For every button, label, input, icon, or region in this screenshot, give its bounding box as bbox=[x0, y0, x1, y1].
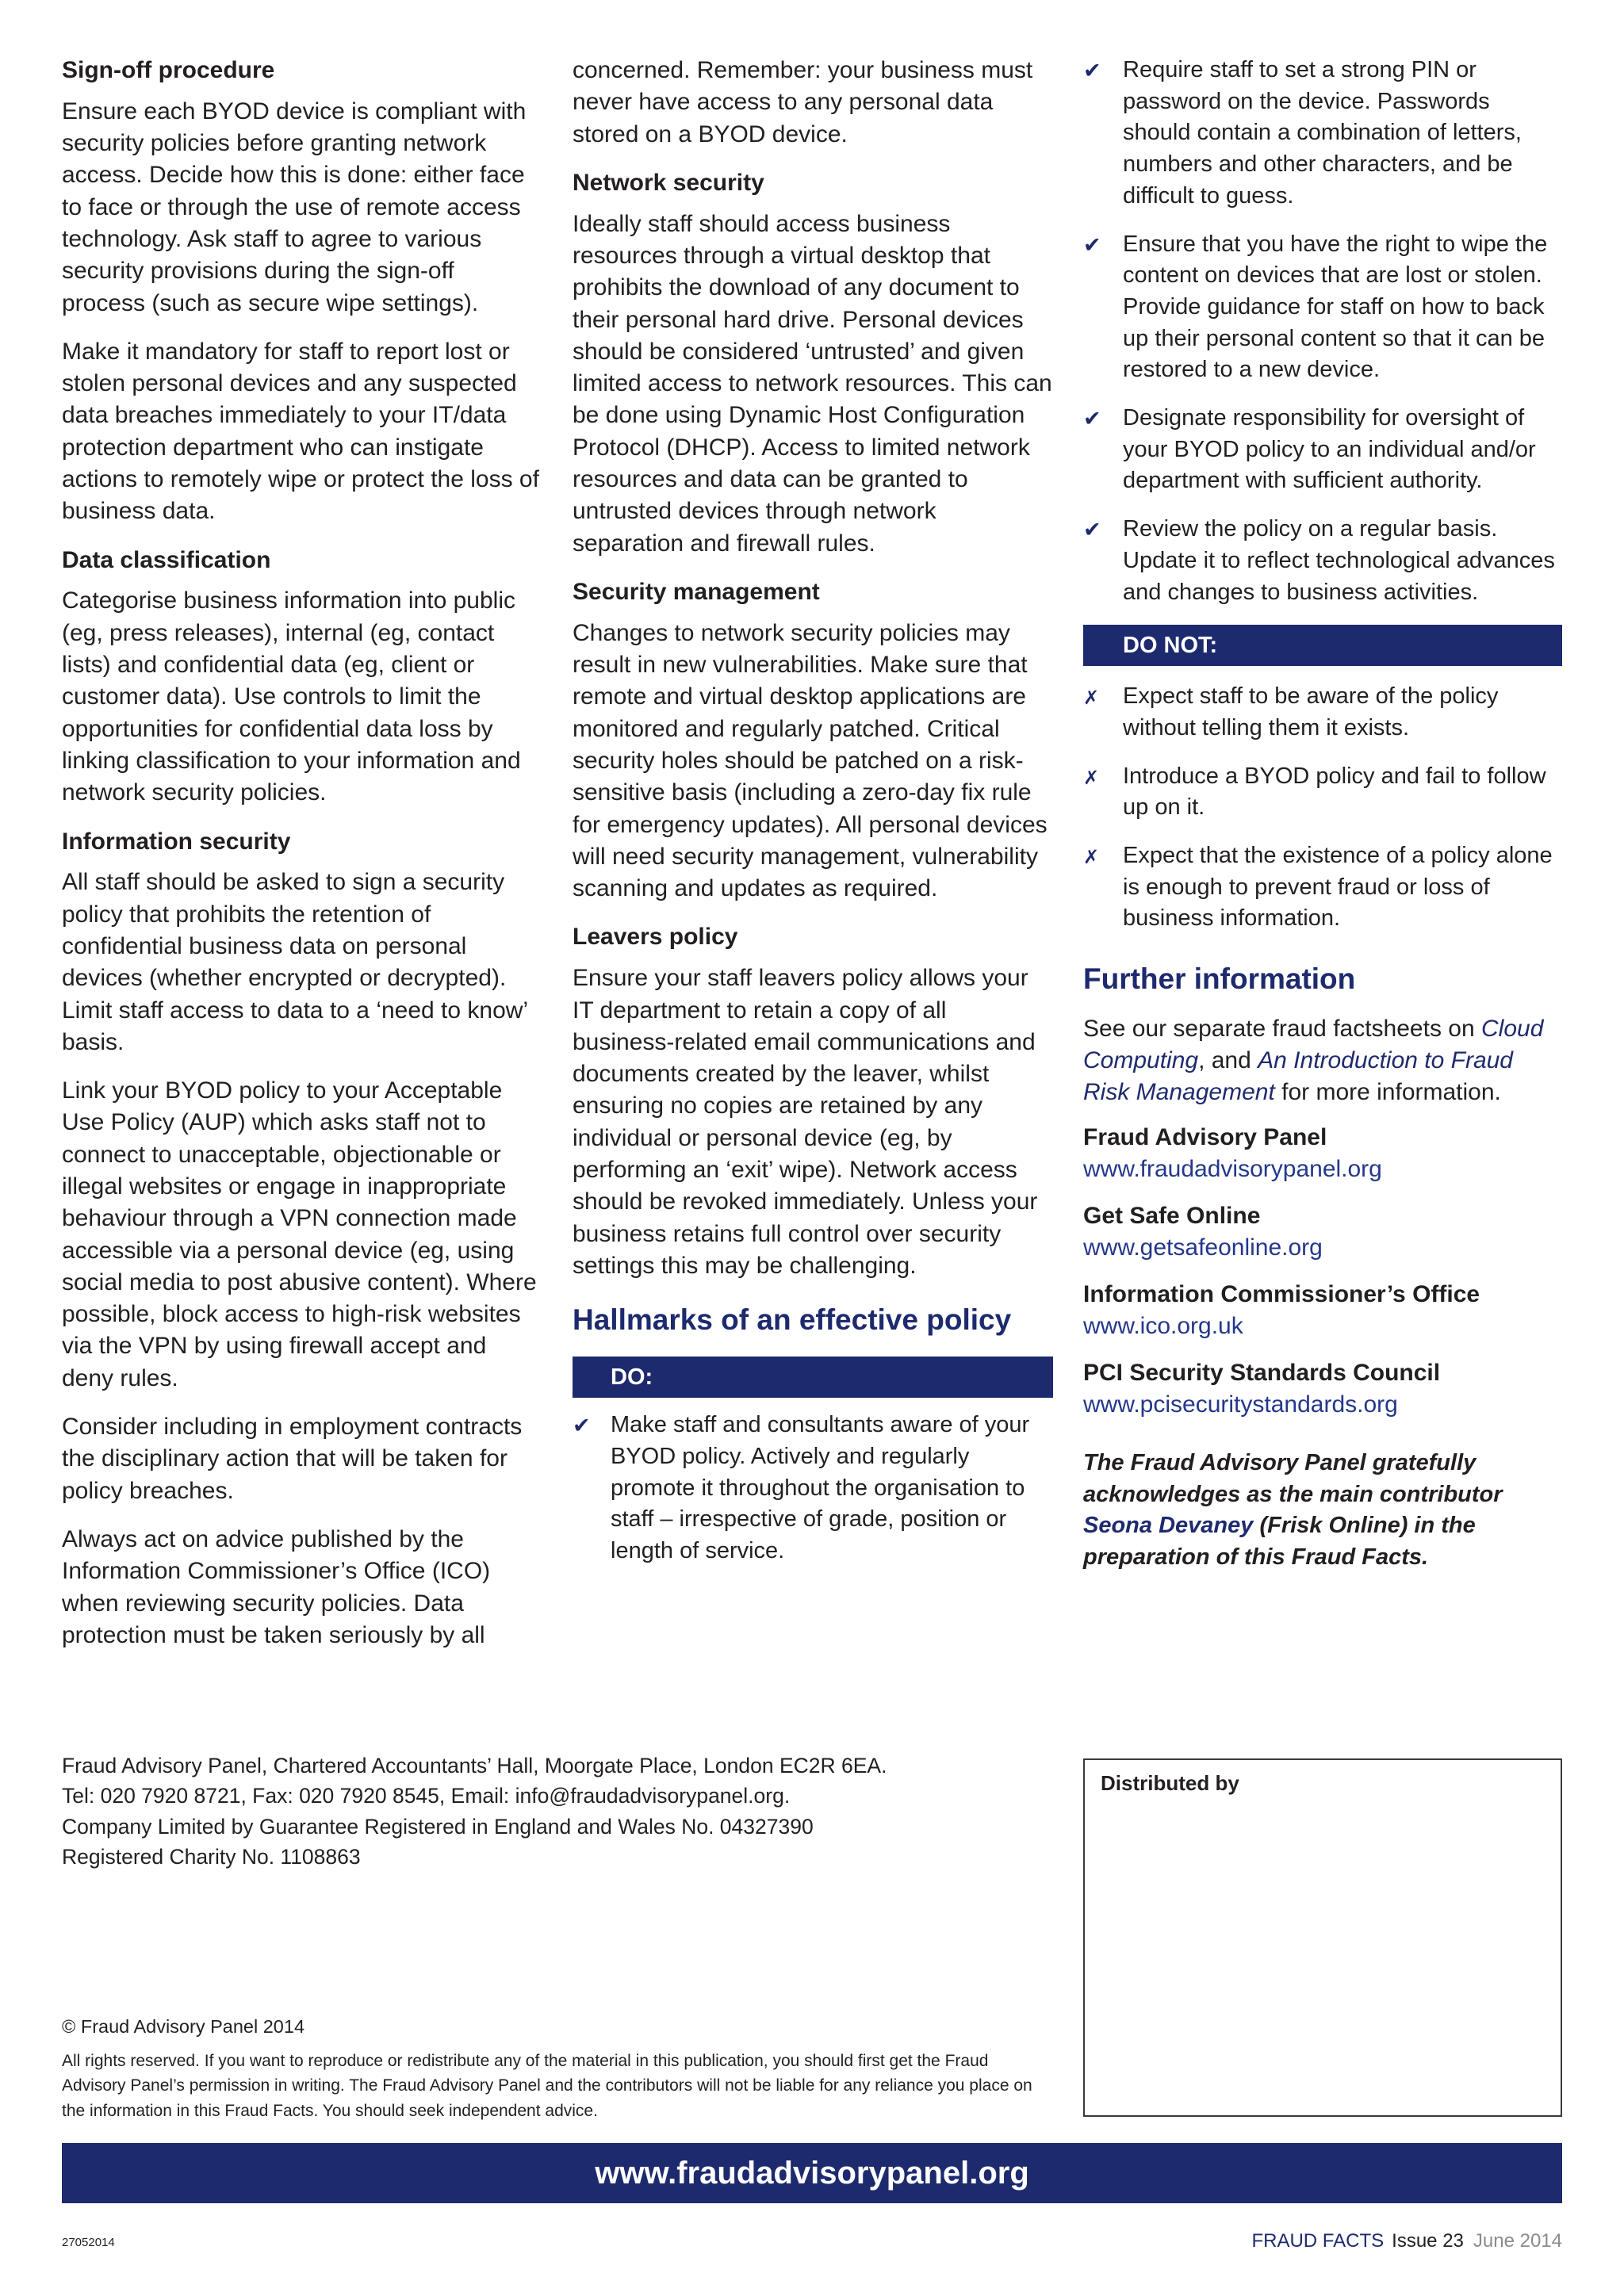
do-not-label-bar: DO NOT: bbox=[1083, 625, 1562, 666]
org-entry bbox=[1083, 1279, 1562, 1342]
acknowledgement-text: The Fraud Advisory Panel gratefully acknowledges as the main contributor bbox=[1083, 1450, 1503, 1507]
org-url-link[interactable]: www.fraudadvisorypanel.org bbox=[1083, 1156, 1382, 1183]
body-paragraph: Changes to network security policies may result in new vulnerabilities. Make sure that remote and virtual desktop applications are monitored and regularly patched. Critical security holes should be patched on a risk-sensitive basis (including a zero-day fix rule for emergency updates). All personal devices will need security management, vulnerability scanning and updates as required. bbox=[573, 619, 1048, 902]
rights-statement: All rights reserved. If you want to reproduce or redistribute any of the material in this publication, you should first get the Fraud Advisory Panel’s permission in writing. The Fraud Advisory Panel and the contributors will not be liable for any reliance you place on the information in this Fraud Facts. You should seek independent advice. bbox=[62, 2052, 1032, 2120]
org-entry bbox=[1083, 1200, 1562, 1264]
issue-number: Issue 23 bbox=[1392, 2230, 1464, 2252]
factsheet-link-fraud-risk-management[interactable]: An Introduction to Fraud Risk Management bbox=[1083, 1047, 1513, 1105]
body-paragraph: Link your BYOD policy to your Acceptable Use Policy (AUP) which asks staff not to connect to unacceptable, objectionable or illegal websites or engage in inappropriate behaviour through a VPN connection made accessible via a personal device (eg, using social media to post abusive content). Where possible, block access to high-risk websites via the VPN by using firewall accept and deny rules. bbox=[62, 1077, 537, 1391]
org-name: Fraud Advisory Panel bbox=[1083, 1124, 1327, 1151]
body-paragraph: Always act on advice published by the Information Commissioner’s Office (ICO) when reviewing security policies. Data protection must be taken seriously by all bbox=[62, 1525, 491, 1648]
do-not-list-item bbox=[1083, 840, 1562, 935]
print-code: 27052014 bbox=[62, 2236, 115, 2249]
further-information-title: Further information bbox=[1083, 962, 1356, 996]
do-item-text: Review the policy on a regular basis. Update it to reflect technological advances and changes to business activities. bbox=[1123, 516, 1555, 605]
do-list-item bbox=[1083, 403, 1562, 497]
body-paragraph-continued: concerned. Remember: your business must never have access to any personal data stored on a BYOD device. bbox=[573, 57, 1033, 147]
do-not-list-item bbox=[1083, 681, 1562, 744]
org-url-link[interactable]: www.getsafeonline.org bbox=[1083, 1234, 1323, 1261]
do-not-item-text: Introduce a BYOD policy and fail to follow up on it. bbox=[1123, 763, 1546, 821]
cross-icon bbox=[1083, 681, 1099, 714]
column-left bbox=[62, 55, 542, 1668]
intro-text: , and bbox=[1198, 1047, 1258, 1073]
section-heading-information-security: Information security bbox=[62, 828, 291, 855]
do-not-item-text: Expect staff to be aware of the policy without telling them it exists. bbox=[1123, 683, 1499, 740]
distributed-by-label: Distributed by bbox=[1101, 1771, 1239, 1795]
website-banner bbox=[62, 2143, 1562, 2203]
section-heading-leavers-policy: Leavers policy bbox=[573, 924, 738, 951]
acknowledgement-text: (Frisk Online) in the preparation of this Fraud Facts. bbox=[1083, 1513, 1476, 1570]
section-heading-security-management: Security management bbox=[573, 578, 820, 605]
acknowledgement bbox=[1083, 1448, 1562, 1573]
banner-url-link[interactable]: www.fraudadvisorypanel.org bbox=[595, 2156, 1029, 2191]
column-right bbox=[1083, 55, 1562, 1573]
do-list-item bbox=[1083, 55, 1562, 212]
cross-icon bbox=[1083, 840, 1099, 874]
do-not-item-text: Expect that the existence of a policy alone is enough to prevent fraud or loss of business information. bbox=[1123, 843, 1553, 932]
check-icon bbox=[573, 1410, 591, 1442]
issue-date: June 2014 bbox=[1473, 2230, 1562, 2252]
do-label-bar: DO: bbox=[573, 1357, 1053, 1398]
issue-info bbox=[1251, 2230, 1562, 2252]
org-url-link[interactable]: www.pcisecuritystandards.org bbox=[1083, 1391, 1398, 1418]
org-name: Get Safe Online bbox=[1083, 1203, 1261, 1230]
org-url-link[interactable]: www.ico.org.uk bbox=[1083, 1313, 1243, 1340]
series-name: FRAUD FACTS bbox=[1251, 2230, 1385, 2252]
do-item-text: Make staff and consultants aware of your BYOD policy. Actively and regularly promote it throughout the organisation to staff – irrespective of grade, position or length of service. bbox=[611, 1412, 1030, 1563]
body-paragraph: Ensure each BYOD device is compliant with security policies before granting network access. Decide how this is done: either face to face or through the use of remote access technology. Ask staff to agree to various security provisions during the sign-off process (such as secure wipe settings). bbox=[62, 98, 527, 316]
publisher-address bbox=[62, 1751, 887, 1872]
do-item-text: Designate responsibility for oversight of your BYOD policy to an individual and/or department with sufficient authority. bbox=[1123, 405, 1536, 494]
intro-text: for more information. bbox=[1274, 1078, 1501, 1105]
body-paragraph: Ensure your staff leavers policy allows your IT department to retain a copy of all business-related email communications and documents created by the leaver, whilst ensuring no copies are retained by any individual or personal device (eg, by performing an ‘exit’ wipe). Network access should be revoked immediately. Unless your business retains full control over security settings this may be challenging. bbox=[573, 965, 1038, 1279]
address-line: Registered Charity No. 1108863 bbox=[62, 1844, 361, 1869]
check-icon bbox=[1083, 514, 1101, 546]
org-entry bbox=[1083, 1122, 1562, 1185]
hallmarks-title: Hallmarks of an effective policy bbox=[573, 1303, 1012, 1337]
section-heading-data-classification: Data classification bbox=[62, 546, 271, 573]
org-name: Information Commissioner’s Office bbox=[1083, 1281, 1480, 1308]
address-line: Company Limited by Guarantee Registered in England and Wales No. 04327390 bbox=[62, 1814, 814, 1839]
contributor-name: Seona Devaney bbox=[1083, 1513, 1254, 1539]
body-paragraph: Ideally staff should access business resources through a virtual desktop that prohibits the download of any document to their personal hard drive. Personal devices should be considered ‘untrusted’ and given limited access to network resources. This can be done using Dynamic Host Configuration Protocol (DHCP). Access to limited network resources and data can be granted to untrusted devices through network separation and firewall rules. bbox=[573, 210, 1052, 557]
body-paragraph: Consider including in employment contracts the disciplinary action that will be taken for policy breaches. bbox=[62, 1414, 523, 1504]
org-name: PCI Security Standards Council bbox=[1083, 1360, 1441, 1387]
body-paragraph: Categorise business information into public (eg, press releases), internal (eg, contact lists) and confidential data (eg, client or customer data). Use controls to limit the opportunities for confidential data loss by linking classification to your information and network security policies. bbox=[62, 587, 521, 806]
check-icon bbox=[1083, 55, 1101, 87]
check-icon bbox=[1083, 403, 1101, 435]
do-list-item bbox=[1083, 229, 1562, 387]
further-information-intro bbox=[1083, 1013, 1562, 1108]
do-item-text: Require staff to set a strong PIN or password on the device. Passwords should contain a combination of letters, numbers and other characters, and be difficult to guess. bbox=[1123, 57, 1522, 209]
do-not-list-item bbox=[1083, 761, 1562, 824]
do-list-item bbox=[1083, 514, 1562, 608]
check-icon bbox=[1083, 229, 1101, 262]
body-paragraph: All staff should be asked to sign a security policy that prohibits the retention of confidential business data on personal devices (whether encrypted or decrypted). Limit staff access to data to a ‘need to know’ basis. bbox=[62, 869, 527, 1055]
section-heading-network-security: Network security bbox=[573, 169, 764, 196]
section-heading-sign-off: Sign-off procedure bbox=[62, 57, 275, 83]
do-item-text: Ensure that you have the right to wipe the content on devices that are lost or stolen. Provide guidance for staff on how to back up their personal content so that it can be restored to a new device. bbox=[1123, 231, 1548, 383]
cross-icon bbox=[1083, 761, 1099, 794]
org-entry bbox=[1083, 1357, 1562, 1421]
address-line: Fraud Advisory Panel, Chartered Accountants’ Hall, Moorgate Place, London EC2R 6EA. bbox=[62, 1754, 887, 1777]
address-line: Tel: 020 7920 8721, Fax: 020 7920 8545, Email: info@fraudadvisorypanel.org. bbox=[62, 1784, 791, 1808]
distributed-by-box bbox=[1083, 1758, 1562, 2117]
do-list-item bbox=[573, 1410, 1053, 1567]
copyright-notice: © Fraud Advisory Panel 2014 bbox=[62, 2016, 305, 2037]
factsheet-link-cloud-computing[interactable]: Cloud Computing bbox=[1083, 1016, 1544, 1073]
column-middle bbox=[573, 55, 1053, 1584]
body-paragraph: Make it mandatory for staff to report lost or stolen personal devices and any suspected data breaches immediately to your IT/data protection department who can instigate actions to remotely wipe or protect the loss of business data. bbox=[62, 338, 539, 525]
intro-text: See our separate fraud factsheets on bbox=[1083, 1016, 1481, 1043]
